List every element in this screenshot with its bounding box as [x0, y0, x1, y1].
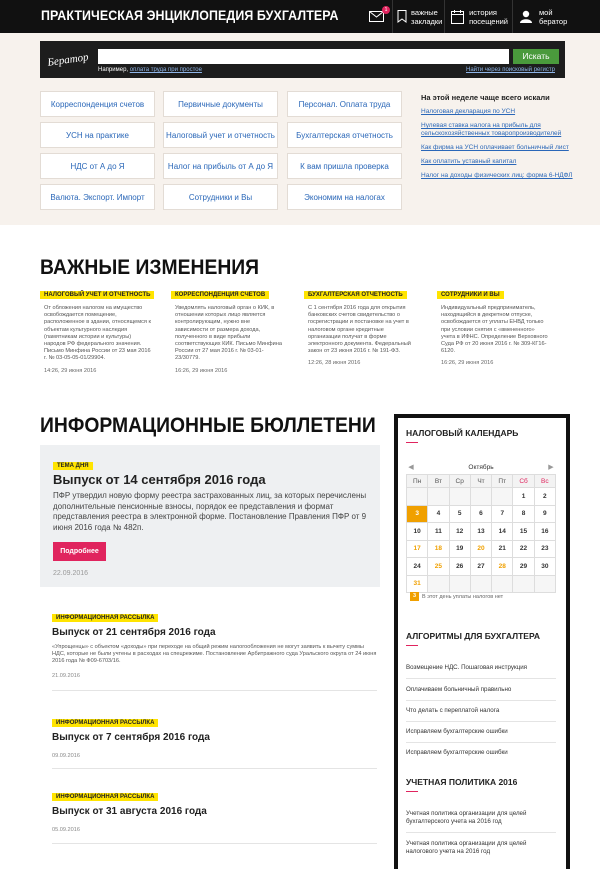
category-item[interactable]: Бухгалтерская отчетность — [287, 122, 402, 148]
calendar-day[interactable]: 2 — [534, 488, 555, 506]
calendar-day[interactable]: 26 — [449, 558, 470, 576]
calendar-weekday: Пн — [407, 475, 428, 488]
divider — [406, 832, 556, 833]
calendar-empty-cell — [449, 488, 470, 506]
calendar-day[interactable]: 29 — [513, 558, 534, 576]
search-button[interactable]: Искать — [513, 49, 559, 64]
algorithms-title: АЛГОРИТМЫ ДЛЯ БУХГАЛТЕРА — [406, 631, 541, 641]
category-item[interactable]: К вам пришла проверка — [287, 153, 402, 179]
divider — [52, 768, 377, 769]
popular-searches — [421, 93, 581, 186]
bulletin-title[interactable]: Выпуск от 21 сентября 2016 года — [52, 627, 216, 638]
algorithm-link[interactable]: Исправляем бухгалтерские ошибки — [406, 728, 508, 735]
bulletin-tag: ИНФОРМАЦИОННАЯ РАССЫЛКА — [52, 614, 158, 622]
algorithm-link[interactable]: Оплачиваем больничный правильно — [406, 686, 512, 693]
nav-my-berator[interactable] — [512, 0, 572, 33]
featured-title[interactable]: Выпуск от 14 сентября 2016 года — [53, 472, 266, 487]
category-item[interactable]: Первичные документы — [163, 91, 278, 117]
change-time: 14:26, 29 июня 2016 — [44, 367, 97, 374]
calendar-day[interactable]: 27 — [470, 558, 491, 576]
calendar-day[interactable]: 21 — [492, 540, 513, 558]
calendar-day[interactable]: 19 — [449, 540, 470, 558]
calendar-empty-cell — [407, 488, 428, 506]
bulletin-tag: ИНФОРМАЦИОННАЯ РАССЫЛКА — [52, 719, 158, 727]
calendar-weekday: Сб — [513, 475, 534, 488]
bulletin-text: «Упрощенцы» с объектом «доходы» при переходе на общий режим налогообложения не могут заявить к вычету суммы НДС, которые не были учтены в расходах на спецрежиме. Постановление Арбитражного суда Уральского округа от 24 июня 2016 года № Ф09-6703/16. — [52, 644, 377, 665]
calendar-note-text: В этот день уплаты налогов нет — [422, 593, 504, 600]
calendar-day[interactable]: 6 — [470, 505, 491, 523]
change-tag[interactable]: СОТРУДНИКИ И ВЫ — [437, 291, 504, 299]
divider — [406, 721, 556, 722]
bookmark-icon — [397, 8, 407, 26]
calendar-empty-cell — [492, 488, 513, 506]
calendar-day[interactable]: 11 — [428, 523, 449, 541]
change-item[interactable] — [40, 283, 152, 374]
category-item[interactable]: Персонал. Оплата труда — [287, 91, 402, 117]
bulletin-item — [52, 785, 377, 833]
calendar-day[interactable]: 3 — [407, 505, 428, 523]
calendar-day[interactable]: 4 — [428, 505, 449, 523]
nav-my-berator-label: мой бератор — [539, 7, 568, 26]
bulletins-title: ИНФОРМАЦИОННЫЕ БЮЛЛЕТЕНИ — [40, 414, 376, 437]
nav-history[interactable] — [444, 0, 512, 33]
divider — [406, 678, 556, 679]
bulletin-item — [52, 606, 377, 679]
calendar-weekday: Вт — [428, 475, 449, 488]
bulletin-date: 21.09.2016 — [52, 672, 80, 679]
user-icon — [517, 8, 535, 26]
calendar-day[interactable]: 25 — [428, 558, 449, 576]
category-item[interactable]: Экономим на налогах — [287, 184, 402, 210]
calendar-day[interactable]: 8 — [513, 505, 534, 523]
change-time: 12:26, 28 июня 2016 — [308, 360, 361, 367]
popular-link[interactable]: Нулевая ставка налога на прибыль для сельскохозяйственных товаропроизводителей — [421, 122, 562, 137]
algorithm-link[interactable]: Исправляем бухгалтерские ошибки — [406, 749, 508, 756]
nav-bookmarks[interactable] — [392, 0, 444, 33]
change-tag[interactable]: КОРРЕСПОНДЕНЦИЯ СЧЕТОВ — [171, 291, 269, 299]
bulletin-title[interactable]: Выпуск от 7 сентября 2016 года — [52, 732, 210, 743]
bulletin-tag: ИНФОРМАЦИОННАЯ РАССЫЛКА — [52, 793, 158, 801]
change-time: 16:26, 29 июня 2016 — [441, 360, 494, 367]
calendar-day[interactable]: 31 — [407, 575, 428, 593]
calendar-day[interactable]: 1 — [513, 488, 534, 506]
bulletin-date: 09.09.2016 — [52, 753, 80, 759]
chevron-left-icon[interactable]: ◀ — [408, 464, 414, 471]
category-item[interactable]: УСН на практике — [40, 122, 155, 148]
calendar-empty-cell — [534, 575, 555, 593]
site-title[interactable]: ПРАКТИЧЕСКАЯ ЭНЦИКЛОПЕДИЯ БУХГАЛТЕРА — [41, 8, 339, 23]
policy-title: УЧЕТНАЯ ПОЛИТИКА 2016 — [406, 777, 518, 787]
calendar-day[interactable]: 22 — [513, 540, 534, 558]
search-hint — [98, 67, 202, 73]
calendar-weekday: Пт — [492, 475, 513, 488]
popular-link[interactable]: Как фирма на УСН оплачивает больничный лист — [421, 144, 569, 151]
search-example-link[interactable]: оплата труда при простое — [129, 67, 202, 73]
calendar-empty-cell — [449, 575, 470, 593]
changes-title: ВАЖНЫЕ ИЗМЕНЕНИЯ — [40, 256, 260, 279]
category-item[interactable]: Сотрудники и Вы — [163, 184, 278, 210]
chevron-right-icon[interactable]: ▶ — [548, 464, 554, 471]
calendar-day[interactable]: 15 — [513, 523, 534, 541]
calendar-empty-cell — [470, 488, 491, 506]
calendar-day[interactable]: 5 — [449, 505, 470, 523]
calendar-day[interactable]: 20 — [470, 540, 491, 558]
calendar-title: НАЛОГОВЫЙ КАЛЕНДАРЬ — [406, 428, 519, 438]
calendar-day[interactable]: 16 — [534, 523, 555, 541]
category-item[interactable]: Налог на прибыль от А до Я — [163, 153, 278, 179]
nav-history-label: история посещений — [469, 7, 508, 26]
category-item[interactable]: Налоговый учет и отчетность — [163, 122, 278, 148]
divider — [406, 700, 556, 701]
calendar-weekday: Ср — [449, 475, 470, 488]
calendar-weekday: Чт — [470, 475, 491, 488]
search-hint-prefix: Например, — [98, 67, 129, 73]
popular-link[interactable]: Как оплатить уставный капитал — [421, 158, 517, 165]
nav-bookmarks-label: важные закладки — [411, 7, 443, 26]
change-time: 16:26, 29 июня 2016 — [175, 367, 228, 374]
bulletin-title[interactable]: Выпуск от 31 августа 2016 года — [52, 806, 207, 817]
calendar-empty-cell — [513, 575, 534, 593]
divider — [52, 690, 377, 691]
mail-badge: 1 — [382, 6, 390, 14]
change-tag[interactable]: НАЛОГОВЫЙ УЧЕТ И ОТЧЕТНОСТЬ — [40, 291, 154, 299]
policy-link[interactable]: Учетная политика организации для целей бухгалтерского учета на 2016 год — [406, 810, 527, 825]
accent-line — [406, 791, 418, 792]
change-tag[interactable]: БУХГАЛТЕРСКАЯ ОТЧЕТНОСТЬ — [304, 291, 407, 299]
calendar-empty-cell — [428, 575, 449, 593]
mail-button[interactable] — [364, 0, 392, 33]
calendar-day[interactable]: 12 — [449, 523, 470, 541]
featured-text: ПФР утвердил новую форму реестра застрахованных лиц, за которых перечислены дополнительные пенсионные взносы, порядок ее представления и формат представления реестра в электронной форме. Постановление Правления ПФР от 9 июня 2016 года № 482п. — [53, 491, 367, 532]
popular-title: На этой неделе чаще всего искали — [421, 93, 550, 102]
calendar-month-bar — [406, 461, 556, 474]
top-nav — [364, 0, 572, 33]
calendar-day[interactable]: 7 — [492, 505, 513, 523]
calendar-day[interactable]: 30 — [534, 558, 555, 576]
calendar-day[interactable]: 17 — [407, 540, 428, 558]
bulletin-item — [52, 711, 377, 759]
calendar-day[interactable]: 13 — [470, 523, 491, 541]
category-item[interactable]: Корреспонденция счетов — [40, 91, 155, 117]
search-input[interactable] — [98, 49, 509, 64]
calendar-grid — [406, 474, 556, 593]
calendar-note — [410, 592, 503, 601]
featured-tag: ТЕМА ДНЯ — [53, 462, 93, 470]
change-item[interactable] — [304, 283, 416, 366]
calendar-day[interactable]: 9 — [534, 505, 555, 523]
change-item[interactable] — [171, 283, 283, 374]
berator-logo[interactable]: Бератор — [46, 51, 90, 69]
change-item[interactable] — [437, 283, 549, 366]
policy-link[interactable]: Учетная политика организации для целей налогового учета на 2016 год — [406, 840, 527, 855]
calendar-month: Октябрь — [468, 464, 494, 471]
history-icon — [449, 8, 465, 26]
bulletin-date: 05.09.2016 — [52, 827, 80, 833]
calendar-day[interactable]: 10 — [407, 523, 428, 541]
tax-calendar — [406, 461, 556, 593]
accent-line — [406, 442, 418, 443]
search-register-link[interactable]: Найти через поисковый регистр — [466, 67, 555, 73]
change-text: Индивидуальный предприниматель, находящийся в декретном отпуске, освобождается от уплаты ЕНВД только при условии снятия с «вмененного» учета в ИФНС. Определение Верховного Суда РФ от 20 июня 2016 г. № 309-КГ16-6120. — [441, 305, 548, 355]
algorithm-link[interactable]: Что делать с переплатой налога — [406, 707, 500, 714]
category-item[interactable]: Валюта. Экспорт. Импорт — [40, 184, 155, 210]
divider — [406, 742, 556, 743]
divider — [52, 843, 377, 844]
algorithm-link[interactable]: Возмещение НДС. Пошаговая инструкция — [406, 664, 527, 671]
featured-date: 22.09.2016 — [53, 570, 89, 577]
calendar-day[interactable]: 14 — [492, 523, 513, 541]
change-text: От обложения налогом на имущество освобождается помещение, расположенное в здании, относящемся к объектам культурного наследия (памятникам истории и культуры) народов РФ федерального значения. Письмо Минфина России от 23 мая 2016 г. № 03-05-05-01/29904. — [44, 305, 151, 362]
calendar-day[interactable]: 28 — [492, 558, 513, 576]
calendar-day[interactable]: 24 — [407, 558, 428, 576]
popular-link[interactable]: Налог на доходы физических лиц: форма 6-НДФЛ — [421, 172, 573, 179]
calendar-day[interactable]: 18 — [428, 540, 449, 558]
popular-link[interactable]: Налоговая декларация по УСН — [421, 108, 516, 115]
calendar-empty-cell — [470, 575, 491, 593]
accent-line — [406, 645, 418, 646]
change-text: Уведомлять налоговый орган о КИК, в отношении которых лицо является контролирующим, нужно вне зависимости от размера дохода, полученного в виде прибыли соответствующих КИК. Письмо Минфина России от 27 мая 2016 г. № 03-01-23/30779. — [175, 305, 282, 362]
top-bar — [0, 0, 600, 33]
calendar-empty-cell — [428, 488, 449, 506]
calendar-empty-cell — [492, 575, 513, 593]
category-item[interactable]: НДС от А до Я — [40, 153, 155, 179]
calendar-day[interactable]: 23 — [534, 540, 555, 558]
calendar-weekday: Вс — [534, 475, 555, 488]
change-text: С 1 сентября 2016 года для открытия банковских счетов свидетельство о госрегистрации и постановке на учет в налоговом органе кредитные организации получат в форме электронного документа. Федеральный закон от 23 июня 2016 г. № 191-ФЗ. — [308, 305, 411, 355]
more-button[interactable]: Подробнее — [53, 542, 106, 561]
calendar-note-marker: 3 — [410, 592, 419, 601]
